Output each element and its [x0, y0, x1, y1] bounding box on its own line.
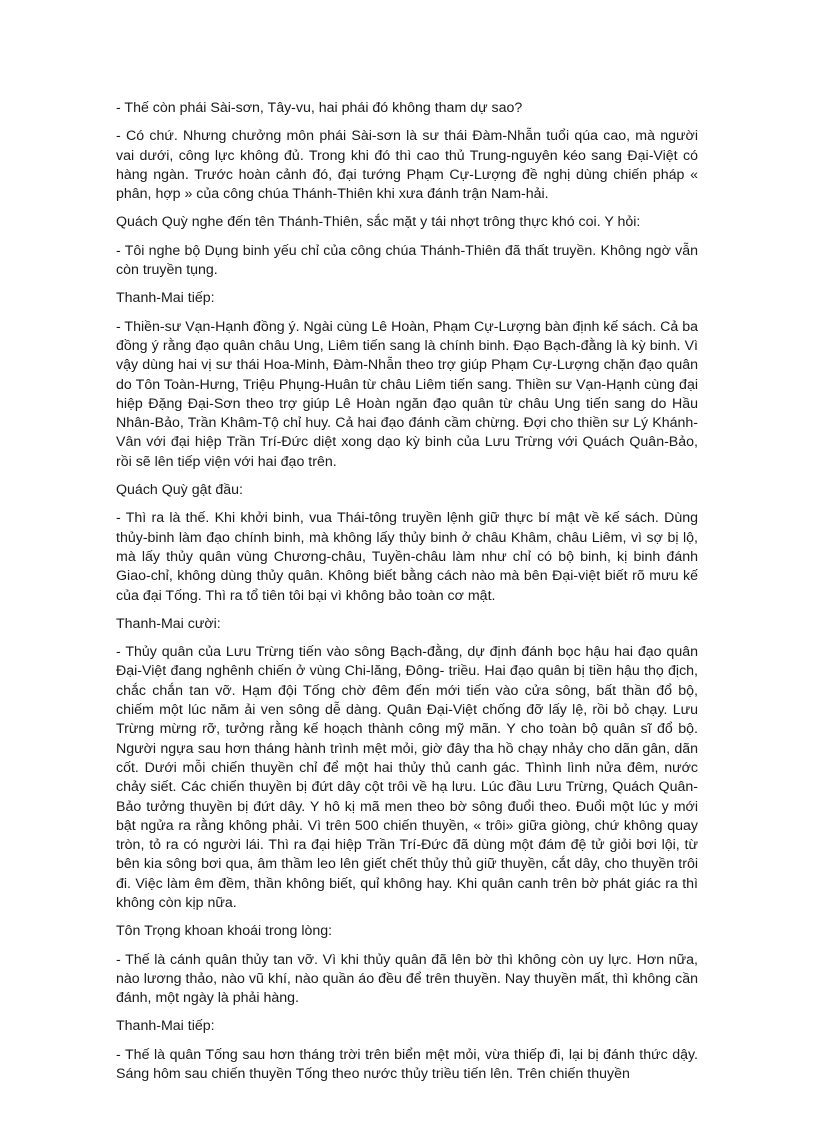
paragraph-9: Thanh-Mai cười: [116, 615, 221, 632]
paragraph-1: - Thế còn phái Sài-sơn, Tây-vu, hai phái đó không tham dự sao? [116, 100, 523, 116]
paragraph-8: - Thì ra là thế. Khi khởi binh, vua Thái-tông truyền lệnh giữ thực bí mật về kế sách. Dùng thủy-binh làm đạo chính binh, mà không lấy thủy binh ở châu Khâm, châu Liêm, vì sợ bị lộ, mà lấy thủy quân vùng Chương-châu, Tuyền-châu làm như chỉ có bộ binh, kị binh đánh Giao-chỉ, không dùng thủy quân. Không biết bằng cách nào mà bên Đại-việt biết rõ mưu kế của đại Tống. Thì ra tổ tiên tôi bại vì không bảo toàn cơ mật. [116, 510, 698, 604]
paragraph-13: Thanh-Mai tiếp: [116, 1018, 215, 1035]
paragraph-4: - Tôi nghe bộ Dụng binh yếu chỉ của công chúa Thánh-Thiên đã thất truyền. Không ngờ vẫn còn truyền tụng. [116, 242, 698, 279]
paragraph-5: Thanh-Mai tiếp: [116, 290, 215, 307]
paragraph-10: - Thủy quân của Lưu Trừng tiến vào sông Bạch-đằng, dự định đánh bọc hậu hai đạo quân Đại-Việt đang nghênh chiến ở vùng Chi-lăng, Đông- triều. Hai đạo quân bị tiền hậu thọ địch, chắc chắn tan vỡ. Hạm đội Tống chờ đêm đến mới tiến vào cửa sông, bất thần đổ bộ, chiếm một lúc năm ải ven sông dễ dàng. Quân Đại-Việt chống đỡ lấy lệ, rồi bỏ chạy. Lưu Trừng mừng rỡ, tưởng rằng kế hoạch thành công mỹ mãn. Y cho toàn bộ quân sĩ đổ bộ. Người ngựa sau hơn tháng hành trình mệt mỏi, giờ đây tha hồ chạy nhảy cho dãn gân, dãn cốt. Dưới mỗi chiến thuyền chỉ để một hai thủy thủ canh gác. Thình lình nửa đêm, nước chảy siết. Các chiến thuyền bị đứt dây cột trôi về hạ lưu. Lúc đầu Lưu Trừng, Quách Quân-Bảo tưởng thuyền bị đứt dây. Y hô kị mã men theo bờ sông đuổi theo. Đuổi một lúc y mới bật ngửa ra rằng không phải. Vì trên 500 chiến thuyền, « trôi» giữa giòng, chứ không quay tròn, tỏ ra có người lái. Thì ra đại hiệp Trần Trí-Đức đã dùng một đám đệ tử giỏi bơi lội, từ bên kia sông bơi qua, âm thầm leo lên giết chết thủy thủ giữ thuyền, cắt dây, cho thuyền trôi đi. Việc làm êm đềm, thần không biết, quỉ không hay. Khi quân canh trên bờ phát giác ra thì không còn kịp nữa. [116, 644, 698, 911]
document-page [116, 99, 698, 1093]
paragraph-12: - Thế là cánh quân thủy tan vỡ. Vì khi thủy quân đã lên bờ thì không còn uy lực. Hơn nữa, nào lương thảo, nào vũ khí, nào quần áo đều để trên thuyền. Nay thuyền mất, thì không cần đánh, một ngày là phải hàng. [116, 951, 698, 1007]
paragraph-2: - Có chứ. Nhưng chưởng môn phái Sài-sơn là sư thái Đàm-Nhẫn tuổi qúa cao, mà người vai dưới, công lực không đủ. Trong khi đó thì cao thủ Trung-nguyên kéo sang Đại-Việt có hàng ngàn. Trước hoàn cảnh đó, đại tướng Phạm Cự-Lượng đề nghị dùng chiến pháp « phân, hợp » của công chúa Thánh-Thiên khi xưa đánh trận Nam-hải. [116, 128, 698, 203]
paragraph-11: Tôn Trọng khoan khoái trong lòng: [116, 923, 333, 940]
paragraph-7: Quách Quỳ gật đầu: [116, 482, 243, 499]
paragraph-3: Quách Quỳ nghe đến tên Thánh-Thiên, sắc mặt y tái nhợt trông thực khó coi. Y hỏi: [116, 214, 641, 231]
paragraph-14: - Thế là quân Tống sau hơn tháng trời trên biển mệt mỏi, vừa thiếp đi, lại bị đánh thức dậy. Sáng hôm sau chiến thuyền Tống theo nước thủy triều tiến lên. Trên chiến thuyền [116, 1046, 698, 1083]
paragraph-6: - Thiền-sư Vạn-Hạnh đồng ý. Ngài cùng Lê Hoàn, Phạm Cự-Lượng bàn định kế sách. Cả ba đồng ý rằng đạo quân châu Ung, Liêm tiến sang là chính binh. Đạo Bạch-đằng là kỳ binh. Vì vậy dùng hai vị sư thái Hoa-Minh, Đàm-Nhẫn theo trợ giúp Phạm Cự-Lượng chặn đạo quân do Tôn Toàn-Hưng, Triệu Phụng-Huân từ châu Liêm tiến sang. Thiền sư Vạn-Hạnh cùng đại hiệp Đặng Đại-Sơn theo trợ giúp Lê Hoàn ngăn đạo quân từ châu Ung tiến sang do Hầu Nhân-Bảo, Trần Khâm-Tộ chỉ huy. Cả hai đạo đánh cầm chừng. Đợi cho thiền sư Lý Khánh-Vân với đại hiệp Trần Trí-Đức diệt xong dạo kỳ binh của Lưu Trừng với Quách Quân-Bảo, rồi sẽ lên tiếp viện với hai đạo trên. [116, 318, 698, 470]
